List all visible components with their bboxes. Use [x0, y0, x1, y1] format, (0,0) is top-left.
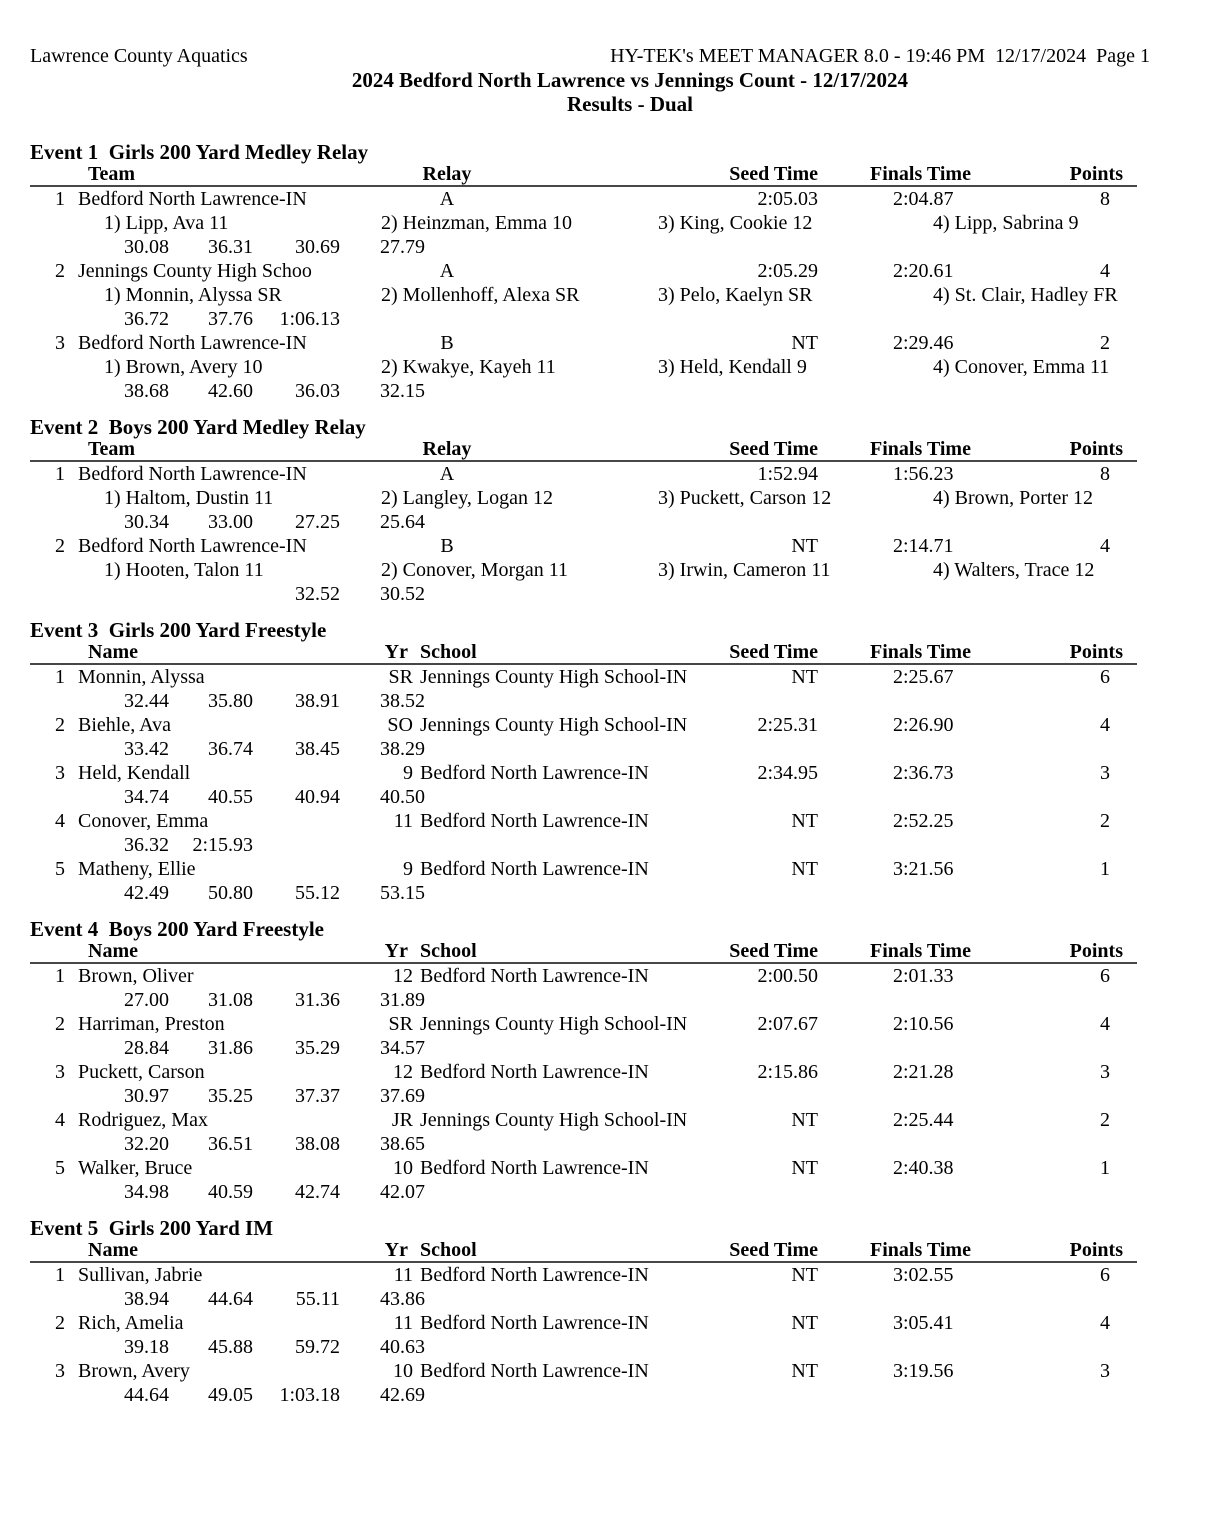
result-row	[0, 857, 1230, 905]
relay-letter: A	[439, 260, 455, 282]
relay-swimmer: 2) Heinzman, Emma 10	[381, 212, 573, 234]
relay-swimmer: 4) Conover, Emma 11	[933, 356, 1110, 378]
relay-swimmer: 1) Haltom, Dustin 11	[104, 487, 274, 509]
seed-time: 2:05.29	[757, 260, 818, 282]
seed-time: NT	[791, 1157, 818, 1179]
points: 6	[1100, 1264, 1110, 1286]
split-time: 30.97	[124, 1085, 169, 1107]
result-row	[0, 534, 1230, 606]
seed-time: NT	[791, 1264, 818, 1286]
swimmer-year: 11	[393, 1264, 413, 1286]
split-time: 35.25	[208, 1085, 253, 1107]
points: 4	[1100, 535, 1110, 557]
school-column-header: School	[420, 642, 477, 662]
place: 2	[55, 714, 65, 736]
points-column-header: Points	[1069, 1239, 1123, 1261]
result-row	[0, 761, 1230, 809]
relay-swimmer: 1) Monnin, Alyssa SR	[104, 284, 282, 306]
place: 4	[55, 810, 65, 832]
swimmer-year: 10	[393, 1360, 413, 1382]
relay-swimmer: 3) King, Cookie 12	[658, 212, 813, 234]
year-column-header: Yr	[384, 641, 408, 663]
relay-swimmer: 3) Puckett, Carson 12	[658, 487, 832, 509]
place: 3	[55, 1061, 65, 1083]
seed-time: NT	[791, 666, 818, 688]
relay-letter: B	[440, 535, 454, 557]
place: 5	[55, 1157, 65, 1179]
split-time: 38.68	[124, 380, 169, 402]
finals-time: 2:26.90	[893, 714, 954, 736]
facility-name: Lawrence County Aquatics	[30, 45, 248, 67]
split-time: 40.63	[380, 1336, 425, 1358]
event-section	[0, 917, 1230, 1204]
split-time: 44.64	[124, 1384, 169, 1406]
result-row	[0, 259, 1230, 331]
split-time: 44.64	[208, 1288, 253, 1310]
software-info: HY-TEK's MEET MANAGER 8.0 - 19:46 PM 12/17/2024 Page 1	[610, 45, 1150, 67]
split-time: 38.91	[295, 690, 340, 712]
event-title: Event 4 Boys 200 Yard Freestyle	[30, 917, 324, 941]
seed-time: 2:07.67	[757, 1013, 818, 1035]
place: 2	[55, 1312, 65, 1334]
swimmer-name: Brown, Oliver	[78, 965, 194, 987]
relay-swimmer: 2) Conover, Morgan 11	[381, 559, 568, 581]
finals-time: 2:25.44	[893, 1109, 954, 1131]
finals-time: 2:01.33	[893, 965, 954, 987]
split-time: 36.31	[208, 236, 253, 258]
school-name: Bedford North Lawrence-IN	[420, 858, 649, 880]
points: 2	[1100, 810, 1110, 832]
split-time: 37.37	[295, 1085, 340, 1107]
split-time: 42.07	[380, 1181, 425, 1203]
relay-swimmer: 3) Irwin, Cameron 11	[658, 559, 831, 581]
meet-title: 2024 Bedford North Lawrence vs Jennings Count - 12/17/2024	[351, 68, 909, 92]
split-time: 37.69	[380, 1085, 425, 1107]
finals-time: 2:14.71	[893, 535, 954, 557]
split-time: 32.15	[380, 380, 425, 402]
finals-time: 2:04.87	[893, 188, 954, 210]
split-time: 38.08	[295, 1133, 340, 1155]
points-column-header: Points	[1069, 641, 1123, 663]
split-time: 30.52	[380, 583, 425, 605]
points: 4	[1100, 714, 1110, 736]
finals-time: 2:40.38	[893, 1157, 954, 1179]
points-column-header: Points	[1069, 163, 1123, 185]
result-row	[0, 1263, 1230, 1311]
split-time: 33.00	[208, 511, 253, 533]
swimmer-name: Rodriguez, Max	[78, 1109, 208, 1131]
split-time: 38.45	[295, 738, 340, 760]
finals-time: 1:56.23	[893, 463, 954, 485]
seed-time-column-header: Seed Time	[729, 940, 818, 962]
event-title: Event 2 Boys 200 Yard Medley Relay	[30, 415, 366, 439]
swimmer-name: Walker, Bruce	[78, 1157, 193, 1179]
results-subtitle: Results - Dual	[566, 92, 693, 116]
split-time: 31.86	[208, 1037, 253, 1059]
name-column-header: Name	[88, 1239, 138, 1261]
team-name: Jennings County High Schoo	[78, 260, 312, 282]
split-time: 40.59	[208, 1181, 253, 1203]
swimmer-year: 10	[393, 1157, 413, 1179]
place: 1	[55, 965, 65, 987]
school-name: Bedford North Lawrence-IN	[420, 1157, 649, 1179]
relay-swimmer: 4) Lipp, Sabrina 9	[933, 212, 1079, 234]
split-time: 38.29	[380, 738, 425, 760]
team-name: Bedford North Lawrence-IN	[78, 535, 307, 557]
swimmer-name: Puckett, Carson	[78, 1061, 205, 1083]
finals-time: 2:29.46	[893, 332, 954, 354]
points: 2	[1100, 1109, 1110, 1131]
finals-time: 3:05.41	[893, 1312, 954, 1334]
place: 4	[55, 1109, 65, 1131]
split-time: 27.79	[380, 236, 425, 258]
result-row	[0, 1311, 1230, 1359]
split-time: 33.42	[124, 738, 169, 760]
finals-time: 2:25.67	[893, 666, 954, 688]
seed-time-column-header: Seed Time	[729, 1239, 818, 1261]
relay-swimmer: 1) Hooten, Talon 11	[104, 559, 264, 581]
swimmer-year: 11	[393, 810, 413, 832]
seed-time: 1:52.94	[757, 463, 818, 485]
split-time: 45.88	[208, 1336, 253, 1358]
seed-time: NT	[791, 1360, 818, 1382]
seed-time: 2:34.95	[757, 762, 818, 784]
result-row	[0, 462, 1230, 534]
relay-letter: A	[439, 188, 455, 210]
swimmer-year: 9	[403, 858, 413, 880]
swimmer-year: 12	[393, 1061, 413, 1083]
swimmer-year: SO	[387, 714, 413, 736]
seed-time: NT	[791, 858, 818, 880]
finals-time-column-header: Finals Time	[870, 163, 971, 185]
split-time: 38.94	[124, 1288, 169, 1310]
place: 2	[55, 1013, 65, 1035]
swimmer-name: Rich, Amelia	[78, 1312, 184, 1334]
split-time: 36.51	[208, 1133, 253, 1155]
school-name: Jennings County High School-IN	[420, 1013, 688, 1035]
relay-swimmer: 2) Mollenhoff, Alexa SR	[381, 284, 580, 306]
points: 4	[1100, 1013, 1110, 1035]
seed-time: NT	[791, 1109, 818, 1131]
points-column-header: Points	[1069, 438, 1123, 460]
result-row	[0, 964, 1230, 1012]
split-time: 35.80	[208, 690, 253, 712]
swimmer-name: Held, Kendall	[78, 762, 191, 784]
event-section	[0, 140, 1230, 403]
split-time: 32.20	[124, 1133, 169, 1155]
school-name: Jennings County High School-IN	[420, 666, 688, 688]
finals-time-column-header: Finals Time	[870, 940, 971, 962]
split-time: 36.72	[124, 308, 169, 330]
split-time: 30.34	[124, 511, 169, 533]
event-title: Event 1 Girls 200 Yard Medley Relay	[30, 140, 369, 164]
split-time: 42.74	[295, 1181, 340, 1203]
split-time: 34.74	[124, 786, 169, 808]
finals-time-column-header: Finals Time	[870, 438, 971, 460]
relay-letter: A	[439, 463, 455, 485]
split-time: 34.57	[380, 1037, 425, 1059]
swimmer-year: 12	[393, 965, 413, 987]
school-name: Bedford North Lawrence-IN	[420, 1312, 649, 1334]
seed-time: 2:05.03	[757, 188, 818, 210]
swimmer-name: Monnin, Alyssa	[78, 666, 205, 688]
relay-swimmer: 4) Walters, Trace 12	[933, 559, 1095, 581]
split-time: 36.03	[295, 380, 340, 402]
relay-column-header: Relay	[422, 163, 472, 185]
column-headers	[0, 642, 1230, 665]
split-time: 27.25	[295, 511, 340, 533]
place: 5	[55, 858, 65, 880]
column-headers	[0, 164, 1230, 187]
split-time: 42.60	[208, 380, 253, 402]
swimmer-name: Conover, Emma	[78, 810, 209, 832]
school-column-header: School	[420, 941, 477, 961]
result-row	[0, 1108, 1230, 1156]
points-column-header: Points	[1069, 940, 1123, 962]
relay-swimmer: 1) Brown, Avery 10	[104, 356, 263, 378]
place: 1	[55, 666, 65, 688]
points: 2	[1100, 332, 1110, 354]
place: 1	[55, 188, 65, 210]
split-time: 2:15.93	[192, 834, 253, 856]
result-row	[0, 809, 1230, 857]
points: 6	[1100, 965, 1110, 987]
school-column-header: School	[420, 1240, 477, 1260]
swimmer-name: Sullivan, Jabrie	[78, 1264, 203, 1286]
doc-header	[0, 0, 1230, 116]
split-time: 31.36	[295, 989, 340, 1011]
seed-time: NT	[791, 535, 818, 557]
column-headers	[0, 1240, 1230, 1263]
split-time: 53.15	[380, 882, 425, 904]
points: 1	[1100, 858, 1110, 880]
seed-time: 2:15.86	[757, 1061, 818, 1083]
split-time: 35.29	[295, 1037, 340, 1059]
school-name: Bedford North Lawrence-IN	[420, 762, 649, 784]
column-headers	[0, 439, 1230, 462]
seed-time: NT	[791, 1312, 818, 1334]
points: 3	[1100, 762, 1110, 784]
points: 6	[1100, 666, 1110, 688]
event-section	[0, 618, 1230, 905]
result-row	[0, 1012, 1230, 1060]
split-time: 27.00	[124, 989, 169, 1011]
school-name: Jennings County High School-IN	[420, 714, 688, 736]
year-column-header: Yr	[384, 1239, 408, 1261]
split-time: 55.11	[295, 1288, 340, 1310]
place: 2	[55, 260, 65, 282]
swimmer-name: Brown, Avery	[78, 1360, 190, 1382]
finals-time: 3:19.56	[893, 1360, 954, 1382]
split-time: 40.55	[208, 786, 253, 808]
finals-time-column-header: Finals Time	[870, 641, 971, 663]
split-time: 49.05	[208, 1384, 253, 1406]
result-row	[0, 331, 1230, 403]
swimmer-year: SR	[388, 1013, 413, 1035]
split-time: 42.69	[380, 1384, 425, 1406]
name-column-header: Name	[88, 641, 138, 663]
school-name: Bedford North Lawrence-IN	[420, 1360, 649, 1382]
split-time: 36.32	[124, 834, 169, 856]
place: 3	[55, 1360, 65, 1382]
relay-swimmer: 1) Lipp, Ava 11	[104, 212, 229, 234]
school-name: Bedford North Lawrence-IN	[420, 810, 649, 832]
seed-time: 2:25.31	[757, 714, 818, 736]
relay-letter: B	[440, 332, 454, 354]
split-time: 32.44	[124, 690, 169, 712]
seed-time: 2:00.50	[757, 965, 818, 987]
split-time: 32.52	[295, 583, 340, 605]
team-name: Bedford North Lawrence-IN	[78, 463, 307, 485]
split-time: 59.72	[295, 1336, 340, 1358]
points: 3	[1100, 1061, 1110, 1083]
place: 1	[55, 1264, 65, 1286]
relay-swimmer: 3) Pelo, Kaelyn SR	[658, 284, 813, 306]
split-time: 36.74	[208, 738, 253, 760]
school-name: Bedford North Lawrence-IN	[420, 965, 649, 987]
swimmer-name: Harriman, Preston	[78, 1013, 225, 1035]
finals-time: 3:21.56	[893, 858, 954, 880]
points: 8	[1100, 188, 1110, 210]
events	[0, 140, 1230, 1407]
event-title: Event 3 Girls 200 Yard Freestyle	[30, 618, 327, 642]
swimmer-name: Biehle, Ava	[78, 714, 171, 736]
relay-column-header: Relay	[422, 438, 472, 460]
split-time: 37.76	[208, 308, 253, 330]
swimmer-year: JR	[391, 1109, 413, 1131]
relay-swimmer: 4) St. Clair, Hadley FR	[933, 284, 1118, 306]
place: 3	[55, 332, 65, 354]
place: 3	[55, 762, 65, 784]
relay-swimmer: 2) Kwakye, Kayeh 11	[381, 356, 556, 378]
result-row	[0, 713, 1230, 761]
split-time: 50.80	[208, 882, 253, 904]
finals-time: 3:02.55	[893, 1264, 954, 1286]
result-row	[0, 187, 1230, 259]
event-section	[0, 415, 1230, 606]
split-time: 25.64	[380, 511, 425, 533]
school-name: Bedford North Lawrence-IN	[420, 1061, 649, 1083]
split-time: 40.94	[295, 786, 340, 808]
relay-swimmer: 3) Held, Kendall 9	[658, 356, 807, 378]
seed-time: NT	[791, 810, 818, 832]
split-time: 38.65	[380, 1133, 425, 1155]
result-row	[0, 665, 1230, 713]
relay-swimmer: 4) Brown, Porter 12	[933, 487, 1093, 509]
name-column-header: Name	[88, 940, 138, 962]
points: 1	[1100, 1157, 1110, 1179]
event-section	[0, 1216, 1230, 1407]
year-column-header: Yr	[384, 940, 408, 962]
school-name: Jennings County High School-IN	[420, 1109, 688, 1131]
swimmer-year: 11	[393, 1312, 413, 1334]
finals-time: 2:52.25	[893, 810, 954, 832]
finals-time: 2:21.28	[893, 1061, 954, 1083]
split-time: 28.84	[124, 1037, 169, 1059]
finals-time-column-header: Finals Time	[870, 1239, 971, 1261]
result-row	[0, 1359, 1230, 1407]
split-time: 31.89	[380, 989, 425, 1011]
split-time: 40.50	[380, 786, 425, 808]
split-time: 31.08	[208, 989, 253, 1011]
seed-time-column-header: Seed Time	[729, 641, 818, 663]
finals-time: 2:10.56	[893, 1013, 954, 1035]
seed-time: NT	[791, 332, 818, 354]
school-name: Bedford North Lawrence-IN	[420, 1264, 649, 1286]
points: 4	[1100, 1312, 1110, 1334]
place: 1	[55, 463, 65, 485]
team-column-header: Team	[88, 163, 136, 185]
place: 2	[55, 535, 65, 557]
column-headers	[0, 941, 1230, 964]
finals-time: 2:20.61	[893, 260, 954, 282]
split-time: 30.08	[124, 236, 169, 258]
split-time: 43.86	[380, 1288, 425, 1310]
seed-time-column-header: Seed Time	[729, 163, 818, 185]
finals-time: 2:36.73	[893, 762, 954, 784]
event-title: Event 5 Girls 200 Yard IM	[30, 1216, 274, 1240]
team-name: Bedford North Lawrence-IN	[78, 188, 307, 210]
split-time: 42.49	[124, 882, 169, 904]
split-time: 30.69	[295, 236, 340, 258]
result-row	[0, 1156, 1230, 1204]
team-column-header: Team	[88, 438, 136, 460]
result-row	[0, 1060, 1230, 1108]
split-time: 39.18	[124, 1336, 169, 1358]
swimmer-year: SR	[388, 666, 413, 688]
points: 4	[1100, 260, 1110, 282]
relay-swimmer: 2) Langley, Logan 12	[381, 487, 553, 509]
swimmer-year: 9	[403, 762, 413, 784]
seed-time-column-header: Seed Time	[729, 438, 818, 460]
points: 3	[1100, 1360, 1110, 1382]
split-time: 38.52	[380, 690, 425, 712]
split-time: 1:03.18	[279, 1384, 340, 1406]
team-name: Bedford North Lawrence-IN	[78, 332, 307, 354]
split-time: 1:06.13	[279, 308, 340, 330]
swimmer-name: Matheny, Ellie	[78, 858, 196, 880]
split-time: 34.98	[124, 1181, 169, 1203]
points: 8	[1100, 463, 1110, 485]
split-time: 55.12	[295, 882, 340, 904]
